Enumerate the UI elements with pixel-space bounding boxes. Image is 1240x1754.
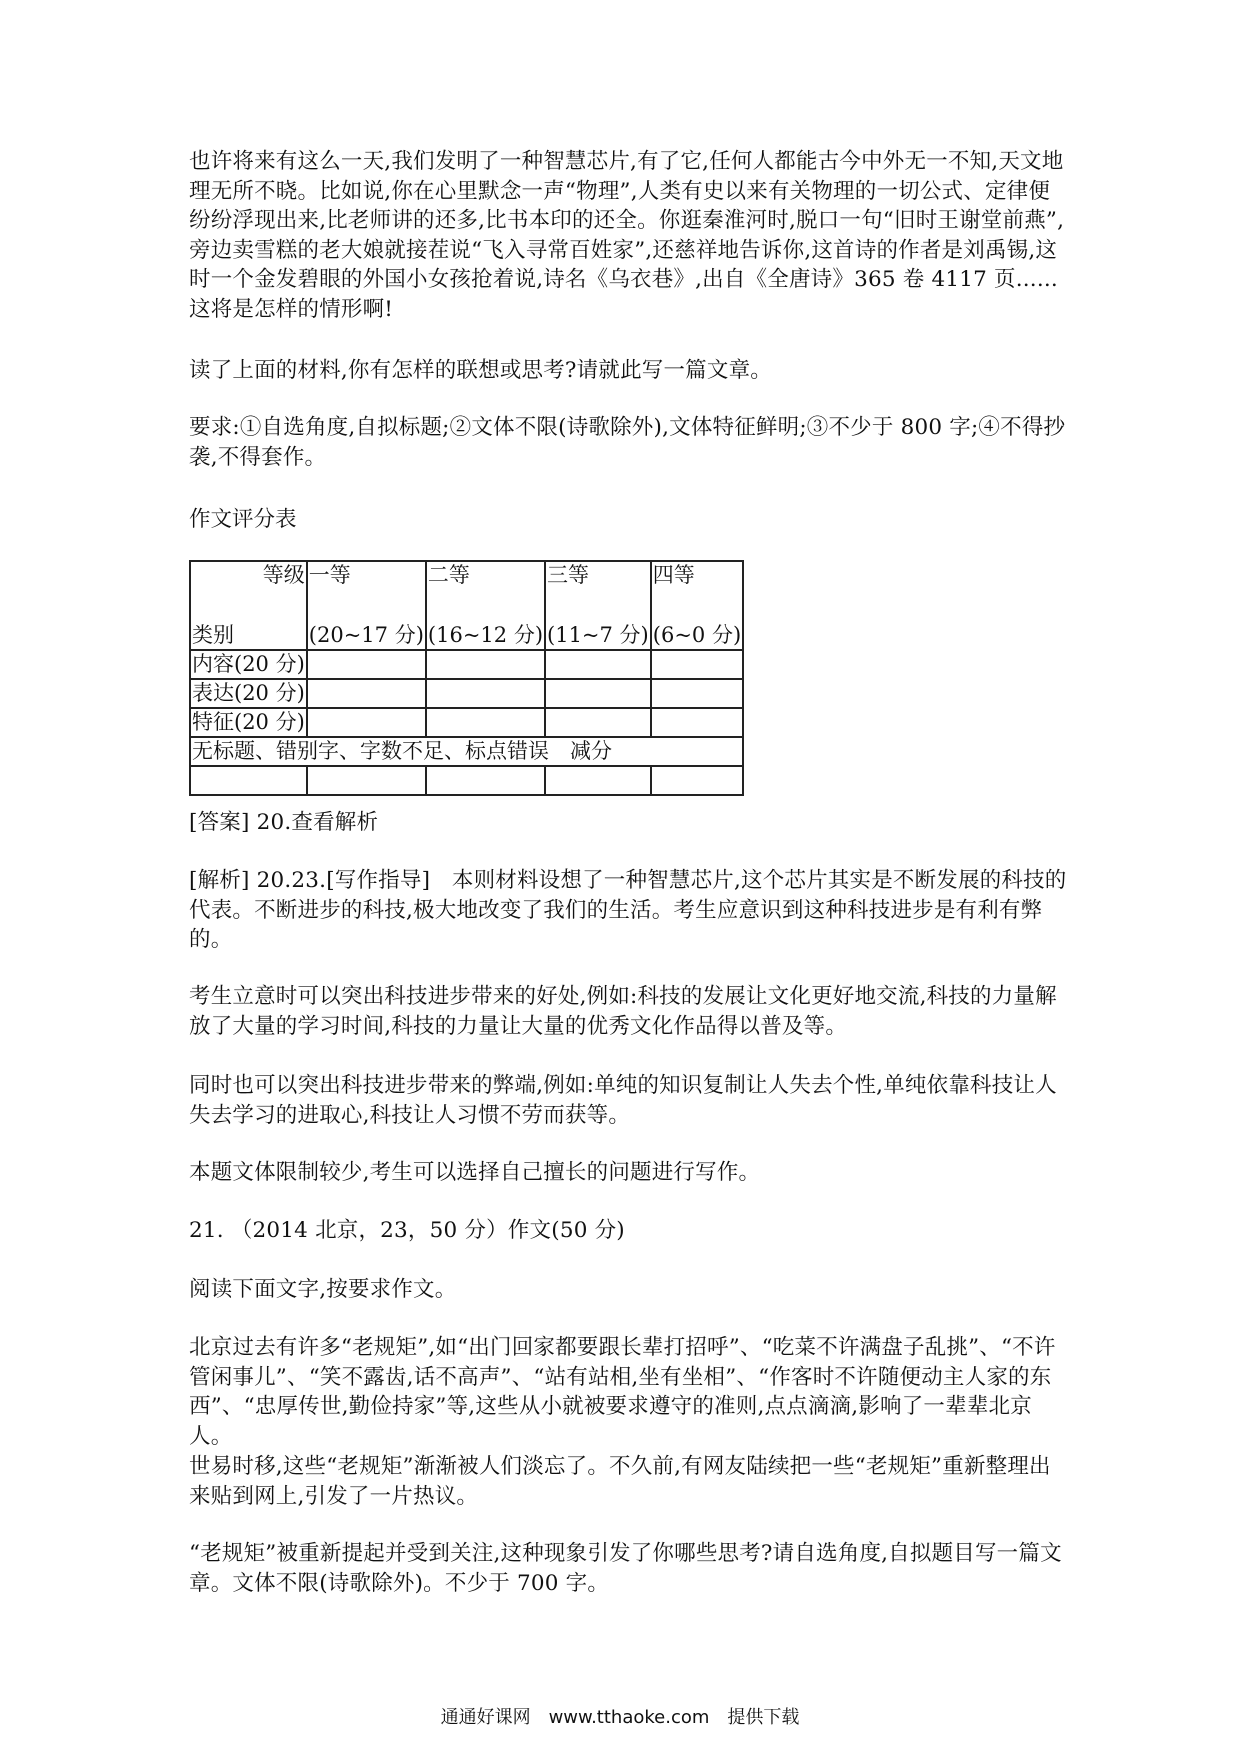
grade-range: (16~12 分) (427, 623, 544, 647)
table-row (190, 708, 743, 737)
table-cell (426, 766, 545, 795)
table-title: 作文评分表 (189, 507, 297, 532)
category-cell: 内容(20 分) (190, 650, 307, 679)
deduction-cell: 无标题、错别字、字数不足、标点错误 减分 (190, 737, 743, 766)
question-21-heading: 21. （2014 北京，23，50 分）作文(50 分) (189, 1218, 625, 1243)
table-cell (545, 766, 651, 795)
page-footer: 通通好课网 www.tthaoke.com 提供下载 (440, 1707, 800, 1728)
question-21-paragraph-2: 世易时移,这些“老规矩”渐渐被人们淡忘了。不久前,有网友陆续把一些“老规矩”重新整理出来贴到网上,引发了一片热议。 (189, 1454, 1051, 1509)
grade-name: 四等 (652, 563, 695, 587)
grade-header-cell (545, 561, 651, 650)
table-cell (651, 708, 743, 737)
table-cell (651, 766, 743, 795)
analysis-paragraph-2: 考生立意时可以突出科技进步带来的好处,例如:科技的发展让文化更好地交流,科技的力量解放了大量的学习时间,科技的力量让大量的优秀文化作品得以普及等。 (189, 984, 1057, 1039)
prompt-line: 读了上面的材料,你有怎样的联想或思考?请就此写一篇文章。 (189, 358, 772, 383)
analysis-paragraph-4: 本题文体限制较少,考生可以选择自己擅长的问题进行写作。 (189, 1160, 761, 1185)
analysis-paragraph-1: [解析] 20.23.[写作指导] 本则材料设想了一种智慧芯片,这个芯片其实是不断发展的科技的代表。不断进步的科技,极大地改变了我们的生活。考生应意识到这种科技进步是有利有弊的。 (189, 868, 1067, 952)
question-21-instruction: 阅读下面文字,按要求作文。 (189, 1277, 457, 1302)
analysis-paragraph-3: 同时也可以突出科技进步带来的弊端,例如:单纯的知识复制让人失去个性,单纯依靠科技让人失去学习的进取心,科技让人习惯不劳而获等。 (189, 1073, 1057, 1128)
grade-name: 一等 (308, 563, 351, 587)
grade-range: (6~0 分) (652, 623, 742, 647)
table-cell (190, 766, 307, 795)
grade-name: 二等 (427, 563, 470, 587)
score-table (189, 560, 744, 796)
table-cell (307, 708, 426, 737)
table-cell (426, 650, 545, 679)
requirements-paragraph: 要求:①自选角度,自拟标题;②文体不限(诗歌除外),文体特征鲜明;③不少于 800 字;④不得抄袭,不得套作。 (189, 415, 1066, 470)
category-cell: 特征(20 分) (190, 708, 307, 737)
table-cell (426, 708, 545, 737)
question-21-paragraph-3: “老规矩”被重新提起并受到关注,这种现象引发了你哪些思考?请自选角度,自拟题目写一篇文章。文体不限(诗歌除外)。不少于 700 字。 (189, 1541, 1062, 1596)
table-cell (651, 679, 743, 708)
table-cell (545, 650, 651, 679)
question-21-paragraph-1: 北京过去有许多“老规矩”,如“出门回家都要跟长辈打招呼”、“吃菜不许满盘子乱挑”、“不许管闲事儿”、“笑不露齿,话不高声”、“站有站相,坐有坐相”、“作客时不许随便动主人家的东西”、“忠厚传世,勤俭持家”等,这些从小就被要求遵守的准则,点点滴滴,影响了一辈辈北京人。 (189, 1335, 1056, 1449)
table-row (190, 679, 743, 708)
material-paragraph: 也许将来有这么一天,我们发明了一种智慧芯片,有了它,任何人都能古今中外无一不知,天文地理无所不晓。比如说,你在心里默念一声“物理”,人类有史以来有关物理的一切公式、定律便纷纷浮现出来,比老师讲的还多,比书本印的还全。你逛秦淮河时,脱口一句“旧时王谢堂前燕”,旁边卖雪糕的老大娘就接茬说“飞入寻常百姓家”,还慈祥地告诉你,这首诗的作者是刘禹锡,这时一个金发碧眼的外国小女孩抢着说,诗名《乌衣巷》,出自《全唐诗》365 卷 4117 页......这将是怎样的情形啊! (189, 149, 1065, 322)
table-row (190, 650, 743, 679)
table-cell (426, 679, 545, 708)
table-cell (307, 650, 426, 679)
table-corner-cell (190, 561, 307, 650)
grade-header-cell (651, 561, 743, 650)
answer-line: [答案] 20.查看解析 (189, 810, 379, 835)
table-cell (651, 650, 743, 679)
corner-category-label: 类别 (192, 623, 234, 647)
grade-header-cell (307, 561, 426, 650)
table-cell (307, 679, 426, 708)
table-cell (307, 766, 426, 795)
table-cell (545, 708, 651, 737)
grade-range: (11~7 分) (547, 623, 649, 647)
category-cell: 表达(20 分) (190, 679, 307, 708)
grade-header-cell (426, 561, 545, 650)
grade-name: 三等 (547, 563, 590, 587)
grade-range: (20~17 分) (308, 623, 424, 647)
table-row (190, 766, 743, 795)
table-cell (545, 679, 651, 708)
table-row (190, 737, 743, 766)
corner-grade-label: 等级 (262, 563, 305, 587)
